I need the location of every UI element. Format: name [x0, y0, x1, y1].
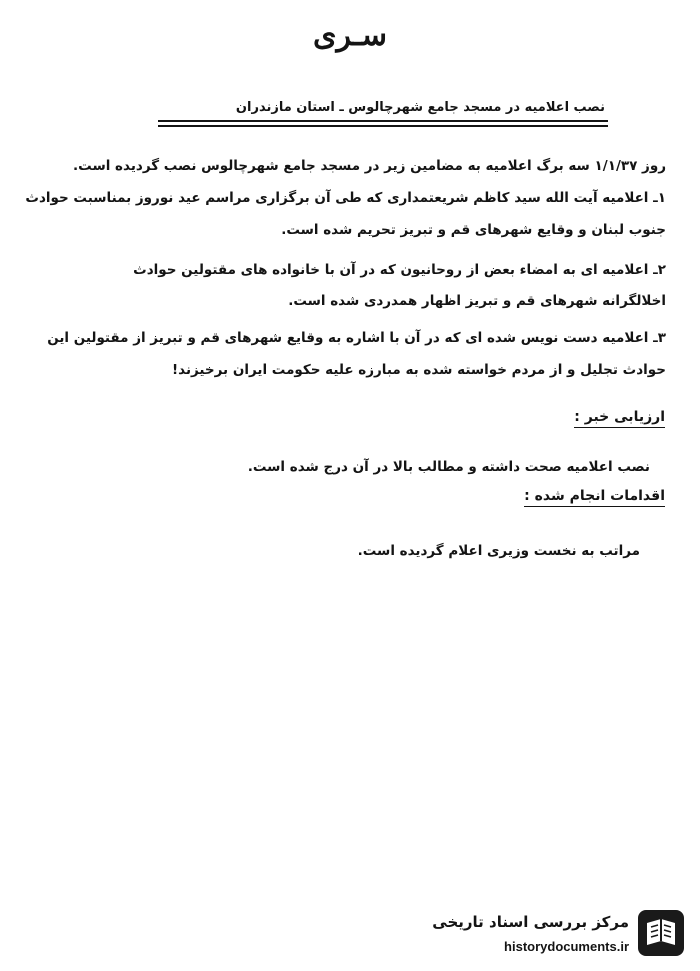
intro-paragraph: روز ۱/۱/۳۷ سه برگ اعلامیه به مضامین زیر در مسجد جامع شهرچالوس نصب گردیده است. [73, 158, 666, 174]
classification-label: سـری [313, 18, 387, 53]
actions-text: مراتب به نخست وزیری اعلام گردیده است. [357, 543, 640, 559]
subject-underline [158, 120, 608, 122]
evaluation-heading [420, 409, 665, 425]
item-1-line-2: جنوب لبنان و وقایع شهرهای قم و تبریز تحریم شده است. [281, 222, 666, 238]
brand-url[interactable]: historydocuments.ir [504, 939, 629, 954]
archive-book-icon [637, 909, 685, 957]
subject-underline-double [158, 125, 608, 127]
document-subject: نصب اعلامیه در مسجد جامع شهرچالوس ـ استان مازندران [235, 100, 605, 115]
item-1-line-1: ۱ـ اعلامیه آیت الله سید کاظم شریعتمداری که طی آن برگزاری مراسم عید نوروز بمناسبت حوادث [25, 190, 666, 206]
actions-heading [420, 488, 665, 504]
actions-heading-text: اقدامات انجام شده : [524, 488, 665, 507]
item-3-line-2: حوادث تجلیل و از مردم خواسته شده به مبارزه علیه حکومت ایران برخیزند! [172, 362, 666, 378]
item-3-line-1: ۳ـ اعلامیه دست نویس شده ای که در آن با اشاره به وقایع شهرهای قم و تبریز از مقتولین این [47, 330, 666, 346]
item-2-line-2: اخلالگرانه شهرهای قم و تبریز اظهار همدردی شده است. [288, 293, 666, 309]
evaluation-heading-text: ارزیابی خبر : [574, 409, 665, 428]
brand-name: مرکز بررسی اسناد تاریخی [432, 913, 629, 931]
item-2-line-1: ۲ـ اعلامیه ای به امضاء بعض از روحانیون که در آن با خانواده های مقتولین حوادث [133, 262, 666, 278]
evaluation-text: نصب اعلامیه صحت داشته و مطالب بالا در آن درج شده است. [247, 459, 650, 475]
footer-watermark [405, 905, 695, 965]
